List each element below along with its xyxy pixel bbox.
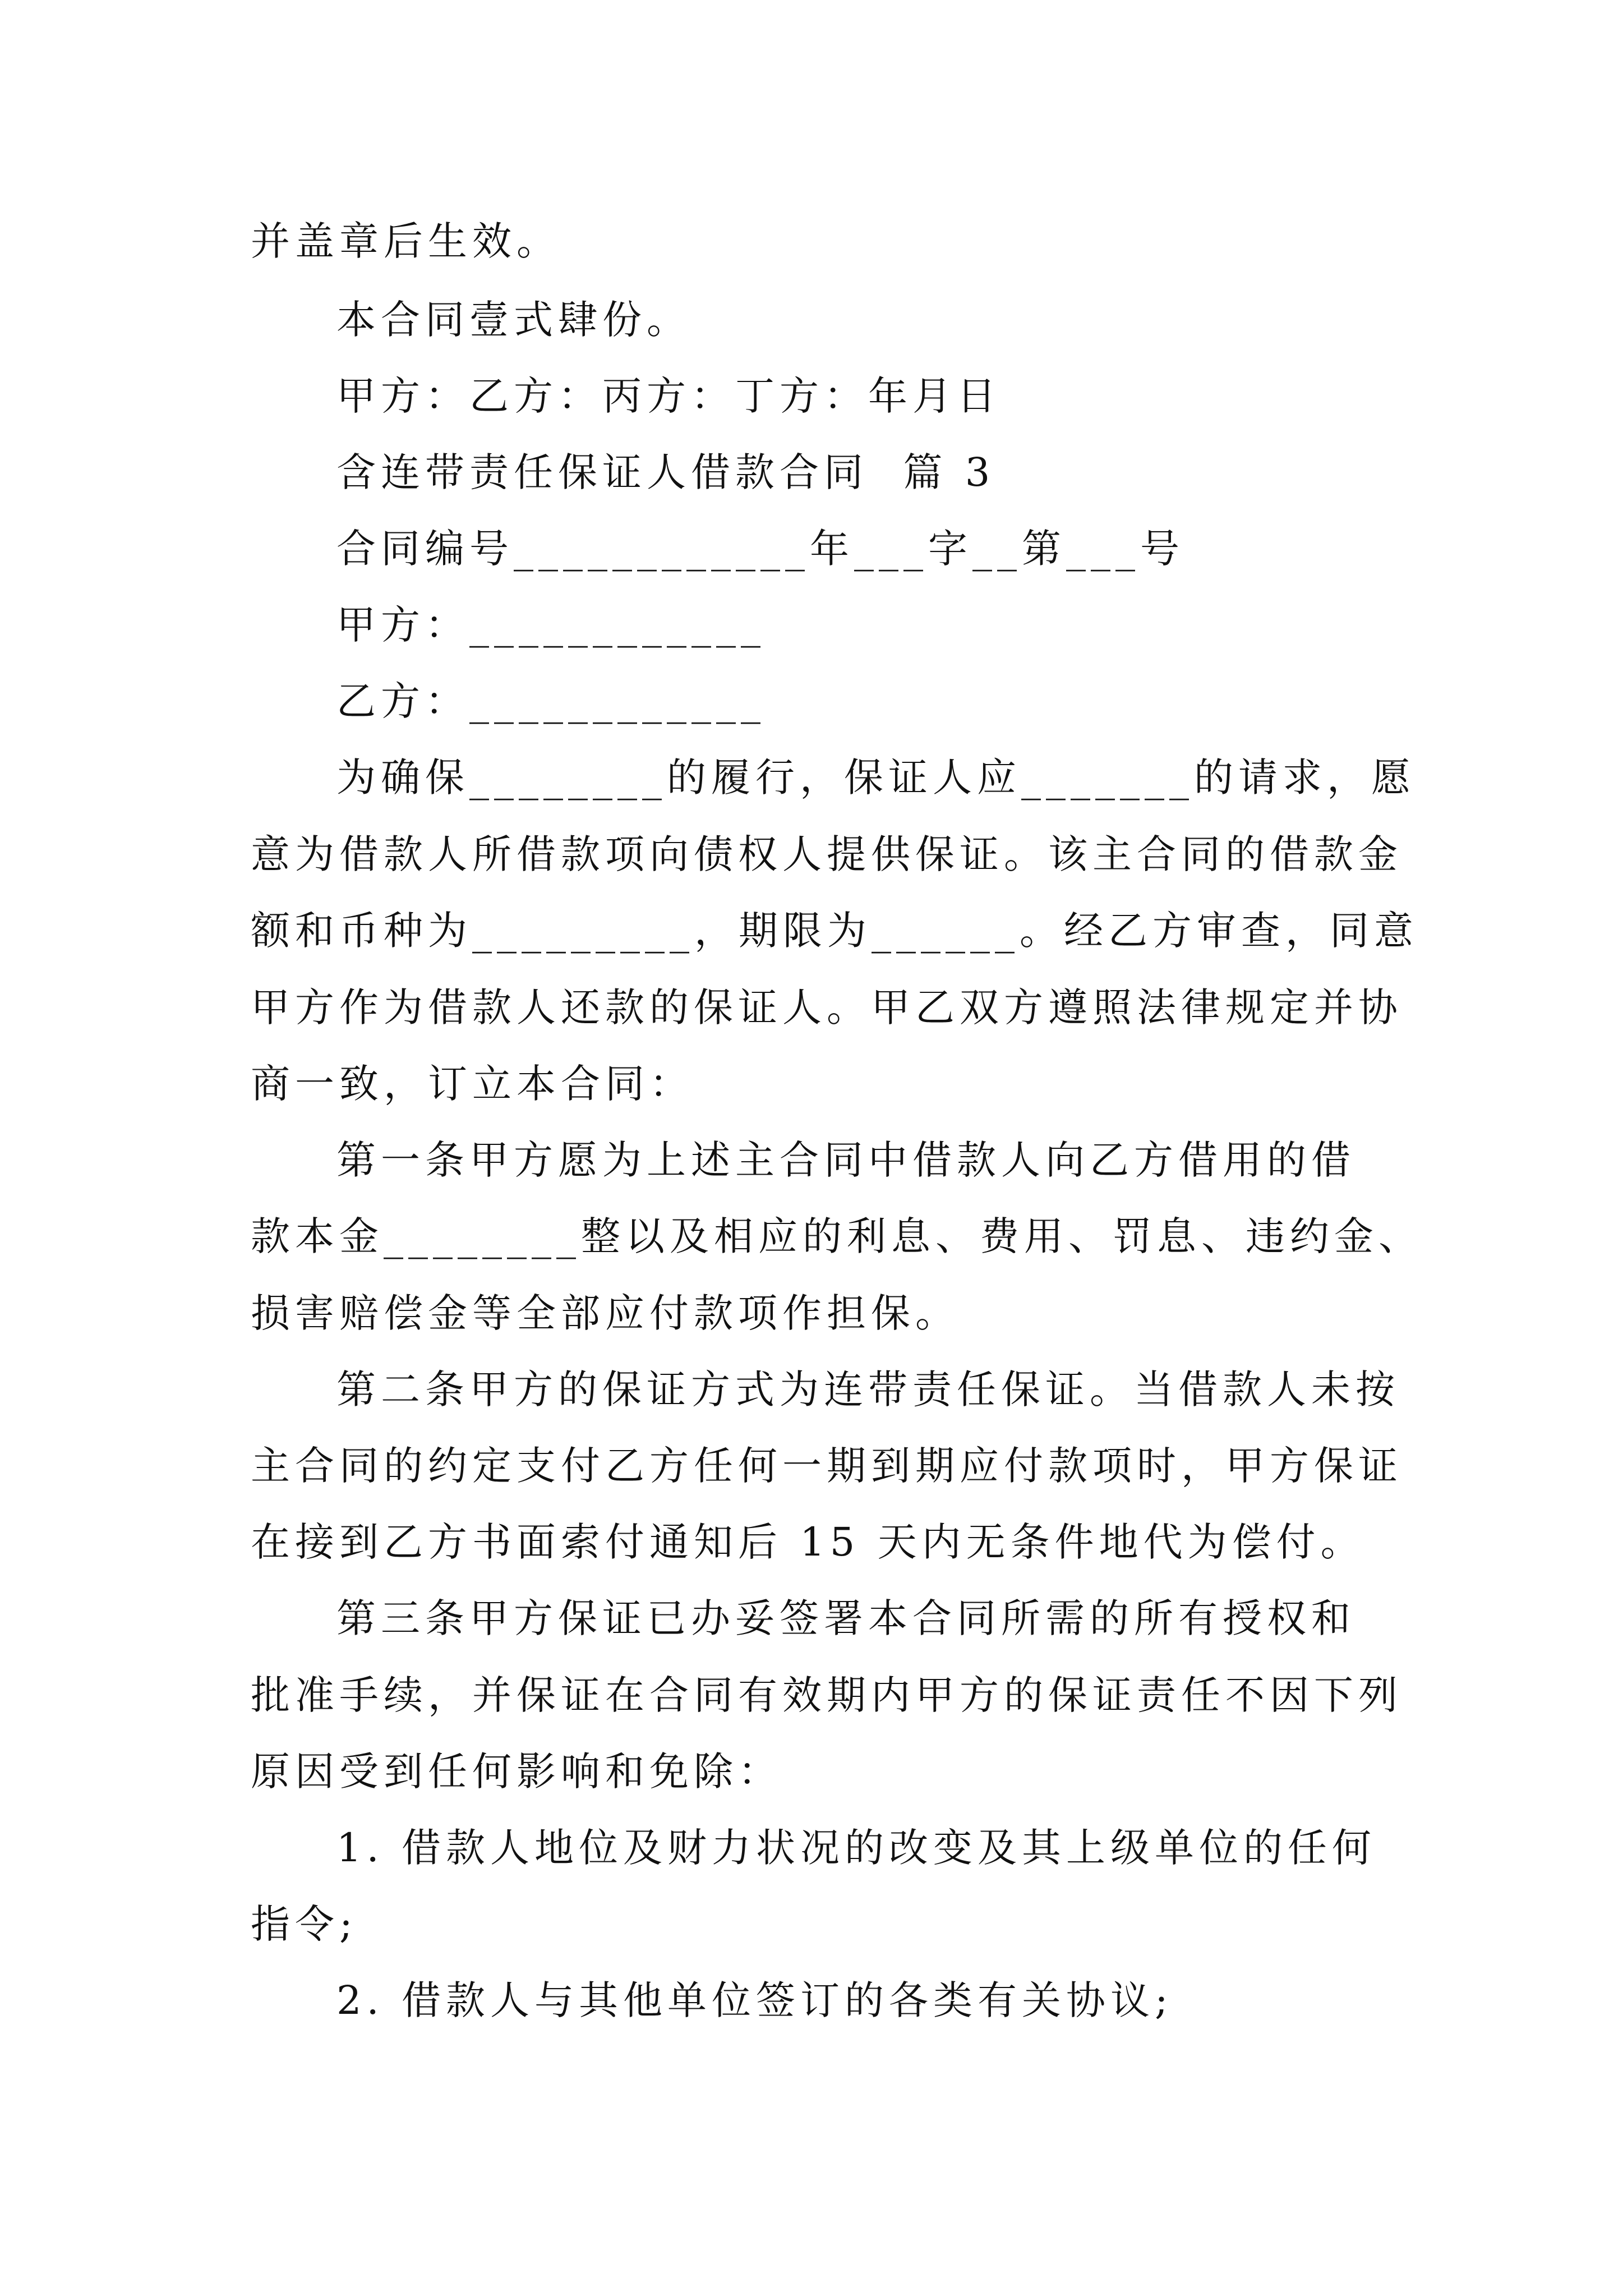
text-line: 为确保________的履行，保证人应_______的请求，愿 [336, 754, 1415, 800]
text-line: 甲方作为借款人还款的保证人。甲乙双方遵照法律规定并协 [251, 984, 1403, 1030]
text-line: 额和币种为_________，期限为______。经乙方审查，同意 [251, 908, 1418, 954]
contract-number-line: 合同编号____________年___字__第___号 [336, 526, 1184, 572]
clause-3-line: 第三条甲方保证已办妥签署本合同所需的所有授权和 [336, 1595, 1355, 1641]
list-item-2: 2. 借款人与其他单位签订的各类有关协议; [336, 1977, 1173, 2023]
text-line: 原因受到任何影响和免除： [251, 1749, 782, 1795]
text-line: 损害赔偿金等全部应付款项作担保。 [251, 1290, 960, 1336]
text-line: 批准手续，并保证在合同有效期内甲方的保证责任不因下列 [251, 1672, 1403, 1718]
text-line: 意为借款人所借款项向债权人提供保证。该主合同的借款金 [251, 831, 1403, 877]
text-line: 商一致，订立本合同： [251, 1061, 694, 1107]
text-line: 甲方：乙方：丙方：丁方：年月日 [336, 373, 1001, 419]
party-a-line: 甲方：____________ [336, 602, 766, 648]
clause-1-line: 第一条甲方愿为上述主合同中借款人向乙方借用的借 [336, 1137, 1355, 1183]
section-heading: 含连带责任保证人借款合同 篇 3 [336, 449, 995, 495]
clause-2-line: 第二条甲方的保证方式为连带责任保证。当借款人未按 [336, 1366, 1400, 1412]
text-line: 款本金________整以及相应的利息、费用、罚息、违约金、 [251, 1213, 1423, 1259]
text-line: 本合同壹式肆份。 [336, 297, 691, 343]
party-b-line: 乙方：____________ [336, 678, 766, 724]
text-line: 主合同的约定支付乙方任何一期到期应付款项时，甲方保证 [251, 1443, 1403, 1489]
text-line: 并盖章后生效。 [251, 218, 561, 264]
text-line: 在接到乙方书面索付通知后 15 天内无条件地代为偿付。 [251, 1519, 1365, 1565]
text-line: 指令; [251, 1901, 358, 1947]
list-item-1: 1. 借款人地位及财力状况的改变及其上级单位的任何 [336, 1825, 1377, 1871]
